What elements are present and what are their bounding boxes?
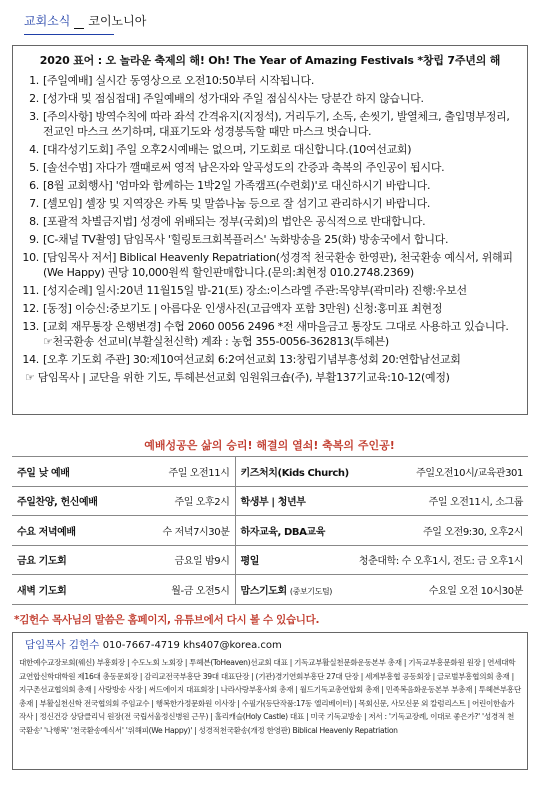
news-item-number: 9. bbox=[29, 233, 39, 246]
header-underscore bbox=[74, 18, 84, 29]
news-item-number: 5. bbox=[29, 161, 39, 174]
news-item-text: [성가대 및 점심접대] 주일예배의 성가대와 주일 점심식사는 당분간 하지 않습니다. bbox=[43, 92, 424, 105]
service-name-note: (중보기도팀) bbox=[289, 586, 332, 596]
news-item bbox=[21, 73, 519, 88]
news-item-text: [성지순례] 일시:20년 11월15일 밤-21(토) 장소:이스라엘 주관:목양부(곽미라) 진행:우보선 bbox=[43, 284, 467, 297]
service-time: 수요일 오전 10시30분 bbox=[354, 575, 528, 605]
news-item-number: 7. bbox=[29, 197, 39, 210]
news-item-number: 11. bbox=[22, 284, 39, 297]
service-name: 주일찬양, 헌신예배 bbox=[12, 486, 103, 516]
news-item bbox=[21, 352, 519, 367]
news-item-text: [셀모임] 셀장 및 지역장은 카톡 및 말씀나눔 등으로 잘 섬기고 관리하시기 바랍니다. bbox=[43, 197, 431, 210]
pastor-contact: 010-7667-4719 khs407@korea.com bbox=[102, 640, 282, 651]
service-time: 주일 오후2시 bbox=[103, 486, 235, 516]
service-time: 수 저녁7시30분 bbox=[103, 516, 235, 546]
table-row bbox=[12, 545, 528, 575]
news-item-number: 10. bbox=[22, 251, 39, 264]
header-underline bbox=[24, 34, 114, 35]
news-item-text: [C-채널 TV촬영] 담임목사 '힐링토크회복플러스' 녹화방송을 25(화) 방송국에서 합니다. bbox=[43, 233, 449, 246]
service-name: 새벽 기도회 bbox=[12, 575, 103, 605]
news-item-number: 14. bbox=[22, 353, 39, 366]
news-item bbox=[21, 301, 519, 316]
news-item-text: [오후 기도회 주관] 30:제10여선교회 6:2여선교회 13:창립기념부흥성회 20:연합남선교회 bbox=[43, 353, 461, 366]
news-item bbox=[21, 250, 519, 280]
page-header bbox=[24, 12, 524, 34]
news-item-number: 3. bbox=[29, 110, 39, 123]
service-time: 주일 오전11시, 소그룹 bbox=[354, 486, 528, 516]
pastor-title: 담임목사 김헌수 bbox=[25, 639, 100, 651]
service-name: 금요 기도회 bbox=[12, 545, 103, 575]
news-item-text: [8월 교회행사] '엄마와 함께하는 1박2일 가족캠프(수련회)'로 대신하시기 바랍니다. bbox=[43, 179, 431, 192]
news-item bbox=[21, 142, 519, 157]
pastor-bio: 대한예수교장로회(웨신) 부흥회장 | 수도노회 노회장 | 투헤븐(ToHeaven)선교회 대표 | 기독교부활실천문화운동본부 총재 | 기독교부흥문화원 원장 | 연세대학교연합신학대학원 제16대 총동문회장 | 감리교전국부흥단 39대 대표단장 | (기관)경기연회부흥단 27대 단장 | 세계부흥협 공동회장 | 글로벌부흥협의회 총재 | 지구촌선교협의회 총재 | 사랑방송 사장 | 써드에이지 대표회장 | 나라사랑부흥사회 총재 | 월드기독교총연합회 총재 | 민족복음화운동본부 부총재 | 투헤븐부흥단 총재 | 부활실천신학 전국협의회 주임교수 | 행복한가정문화원 이사장 | 수필가(등단작품:17동 엘리베이터) | 목회신문, 사모신문 외 칼럼리스트 | 어린이한솔가 작사 | 정신건강 상담클리닉 원장(전 국립서울정신병원 근무) | 홀리캐슬(Holy Castle) 대표 | 미국 기독교방송 | 저서 : '기독교장례, 이대로 좋은가?' '성경적 천국환송' '나행복' '천국환송예식서' '위해피(We Happy)' | 성경적천국환송(개정 한영판) Biblical Heavenly Repatriation bbox=[19, 658, 521, 735]
pastor-profile-box bbox=[12, 632, 528, 770]
table-row bbox=[12, 486, 528, 516]
service-name: 맘스기도회 bbox=[240, 585, 287, 597]
news-item-number: 2. bbox=[29, 92, 39, 105]
news-item-number: 6. bbox=[29, 179, 39, 192]
news-item bbox=[21, 196, 519, 211]
news-item bbox=[21, 214, 519, 229]
news-item-text: [포괄적 차별금지법] 성경에 위배되는 정부(국회)의 법안은 공식적으로 반대합니다. bbox=[43, 215, 426, 228]
pastor-header bbox=[25, 637, 521, 652]
news-item-number: 13. bbox=[22, 320, 39, 333]
table-row bbox=[12, 516, 528, 546]
news-item-number: 1. bbox=[29, 74, 39, 87]
news-item bbox=[21, 283, 519, 298]
news-item bbox=[21, 178, 519, 193]
news-item bbox=[21, 319, 519, 349]
category-label: 교회소식 bbox=[24, 14, 71, 28]
service-name: 수요 저녁예배 bbox=[12, 516, 103, 546]
news-title: 2020 표어 : 오 놀라운 축제의 해! Oh! The Year of Amazing Festivals *창립 7주년의 해 bbox=[39, 54, 501, 67]
sermon-notice: *김헌수 목사님의 말씀은 홈페이지, 유튜브에서 다시 볼 수 있습니다. bbox=[14, 614, 320, 626]
news-list bbox=[21, 73, 519, 367]
service-time: 월-금 오전5시 bbox=[103, 575, 235, 605]
service-name: 평일 bbox=[235, 545, 354, 575]
service-time: 주일 오전11시 bbox=[103, 457, 235, 487]
news-box bbox=[12, 45, 528, 415]
worship-slogan: 예배성공은 삶의 승리! 해결의 열쇠! 축복의 주인공! bbox=[144, 439, 395, 452]
news-item bbox=[21, 109, 519, 139]
service-name: 키즈처치(Kids Church) bbox=[235, 457, 354, 487]
church-name: 코이노니아 bbox=[88, 14, 147, 28]
news-item-text: [주일예배] 실시간 동영상으로 오전10:50부터 시작됩니다. bbox=[43, 74, 315, 87]
table-row bbox=[12, 457, 528, 487]
news-item-text: [동정] 이승신:중보기도 | 아름다운 인생사진(고급액자 포함 3만원) 신청:홍미표 최현정 bbox=[43, 302, 443, 315]
news-item-text: [주의사항] 방역수칙에 따라 좌석 간격유지(지정석), 거리두기, 소독, 손씻기, 발열체크, 출입명부정리, 전교인 마스크 쓰기하며, 대표기도와 성경봉독할 때만 마스크 벗습니다. bbox=[43, 110, 510, 138]
news-item bbox=[21, 160, 519, 175]
news-item-text: [대각성기도회] 주일 오후2시예배는 없으며, 기도회로 대신합니다.(10여선교회) bbox=[43, 143, 412, 156]
service-time: 주일오전10시/교육관301 bbox=[354, 457, 528, 487]
news-item-number: 12. bbox=[22, 302, 39, 315]
service-time: 금요일 밤9시 bbox=[103, 545, 235, 575]
news-item bbox=[21, 232, 519, 247]
service-time: 청춘대학: 수 오후1시, 전도: 금 오후1시 bbox=[354, 545, 528, 575]
news-item-text: [담임목사 저서] Biblical Heavenly Repatriation(성경적 천국환송 한영판), 천국환송 예식서, 위해피(We Happy) 권당 10,000원씩 할인판매합니다.(문의:최현정 010.2748.2369) bbox=[43, 251, 513, 279]
service-name: 주일 낮 예배 bbox=[12, 457, 103, 487]
news-item-number: 4. bbox=[29, 143, 39, 156]
service-name-cell bbox=[235, 575, 354, 605]
worship-schedule-table bbox=[12, 456, 528, 605]
service-name: 하자교육, DBA교육 bbox=[235, 516, 354, 546]
news-item bbox=[21, 91, 519, 106]
table-row bbox=[12, 575, 528, 605]
news-item-number: 8. bbox=[29, 215, 39, 228]
news-item-text: [솔선수범] 자다가 깰때로써 영적 남은자와 알곡성도의 간증과 축복의 주인공이 됩시다. bbox=[43, 161, 445, 174]
service-time: 주일 오전9:30, 오후2시 bbox=[354, 516, 528, 546]
news-footer: ☞ 담임목사 | 교단을 위한 기도, 투헤븐선교회 임원워크숍(주), 부활137기교육:10-12(예정) bbox=[25, 371, 450, 384]
service-name: 학생부 | 청년부 bbox=[235, 486, 354, 516]
news-item-text: [교회 재무통장 은행변경] 수협 2060 0056 2496 *전 새마을금고 통장도 그대로 사용하고 있습니다. ☞천국환송 선교비(부활실천신학) 계좌 : 농협 355-0056-362813(투헤븐) bbox=[43, 320, 509, 348]
